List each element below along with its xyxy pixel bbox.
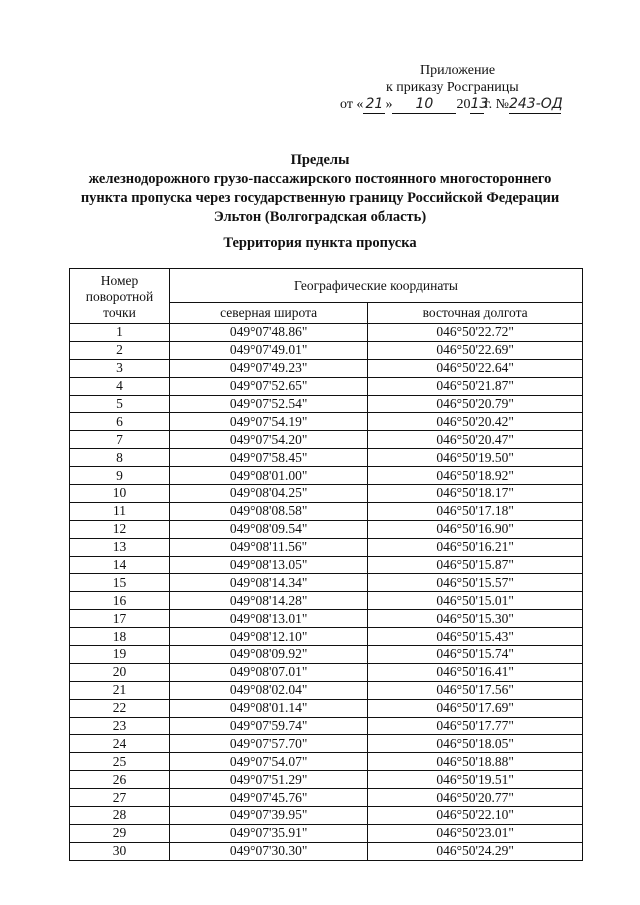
point-number-cell: 2 — [70, 341, 170, 359]
table-row — [70, 449, 583, 467]
longitude-cell: 046°50'22.10" — [368, 807, 583, 825]
table-body — [70, 324, 583, 861]
table-row — [70, 431, 583, 449]
point-number-cell: 15 — [70, 574, 170, 592]
longitude-cell: 046°50'15.30" — [368, 610, 583, 628]
latitude-cell: 049°08'04.25" — [170, 485, 368, 503]
table-row — [70, 520, 583, 538]
latitude-cell: 049°07'35.91" — [170, 824, 368, 842]
longitude-cell: 046°50'18.88" — [368, 753, 583, 771]
point-number-cell: 20 — [70, 663, 170, 681]
table-row — [70, 359, 583, 377]
longitude-cell: 046°50'22.64" — [368, 359, 583, 377]
longitude-cell: 046°50'20.42" — [368, 413, 583, 431]
table-row — [70, 824, 583, 842]
latitude-cell: 049°07'48.86" — [170, 324, 368, 342]
table-row — [70, 556, 583, 574]
header-longitude: восточная долгота — [368, 303, 583, 324]
longitude-cell: 046°50'23.01" — [368, 824, 583, 842]
longitude-cell: 046°50'15.01" — [368, 592, 583, 610]
point-number-cell: 9 — [70, 467, 170, 485]
latitude-cell: 049°07'39.95" — [170, 807, 368, 825]
table-row — [70, 341, 583, 359]
table-row — [70, 574, 583, 592]
table-row — [70, 377, 583, 395]
point-number-cell: 22 — [70, 699, 170, 717]
latitude-cell: 049°07'58.45" — [170, 449, 368, 467]
table-row — [70, 771, 583, 789]
latitude-cell: 049°07'54.20" — [170, 431, 368, 449]
latitude-cell: 049°08'13.01" — [170, 610, 368, 628]
table-row — [70, 681, 583, 699]
date-prefix: от « — [340, 97, 364, 112]
point-number-cell: 1 — [70, 324, 170, 342]
heading-line-2: железнодорожного грузо-пассажирского постоянного многостороннего — [88, 171, 552, 187]
latitude-cell: 049°07'54.19" — [170, 413, 368, 431]
point-number-cell: 23 — [70, 717, 170, 735]
table-row — [70, 789, 583, 807]
latitude-cell: 049°07'57.70" — [170, 735, 368, 753]
latitude-cell: 049°07'52.54" — [170, 395, 368, 413]
point-number-cell: 7 — [70, 431, 170, 449]
section-subheading: Территория пункта пропуска — [223, 235, 417, 251]
table-row — [70, 807, 583, 825]
point-number-cell: 14 — [70, 556, 170, 574]
date-year-prefix: 20 — [456, 97, 471, 112]
longitude-cell: 046°50'17.56" — [368, 681, 583, 699]
point-number-cell: 12 — [70, 520, 170, 538]
longitude-cell: 046°50'16.21" — [368, 538, 583, 556]
point-number-cell: 17 — [70, 610, 170, 628]
point-number-cell: 27 — [70, 789, 170, 807]
point-number-cell: 4 — [70, 377, 170, 395]
point-number-cell: 19 — [70, 646, 170, 664]
heading-line-4: Эльтон (Волгоградская область) — [213, 209, 427, 225]
table-row — [70, 395, 583, 413]
date-day: 21 — [363, 96, 385, 114]
latitude-cell: 049°08'11.56" — [170, 538, 368, 556]
table-row — [70, 699, 583, 717]
latitude-cell: 049°08'09.54" — [170, 520, 368, 538]
latitude-cell: 049°07'51.29" — [170, 771, 368, 789]
table-row — [70, 592, 583, 610]
table-row — [70, 646, 583, 664]
latitude-cell: 049°08'12.10" — [170, 628, 368, 646]
latitude-cell: 049°08'14.34" — [170, 574, 368, 592]
date-month: 10 — [392, 96, 456, 114]
latitude-cell: 049°08'09.92" — [170, 646, 368, 664]
heading-line-3: пункта пропуска через государственную границу Российской Федерации — [80, 190, 560, 206]
point-number-cell: 11 — [70, 502, 170, 520]
longitude-cell: 046°50'17.77" — [368, 717, 583, 735]
longitude-cell: 046°50'15.43" — [368, 628, 583, 646]
point-number-cell: 13 — [70, 538, 170, 556]
appendix-title: Приложение — [420, 63, 496, 78]
table-row — [70, 663, 583, 681]
latitude-cell: 049°07'54.07" — [170, 753, 368, 771]
date-year-label: г. № — [484, 97, 509, 112]
latitude-cell: 049°07'59.74" — [170, 717, 368, 735]
longitude-cell: 046°50'24.29" — [368, 842, 583, 860]
header-point-number: Номер поворотной точки — [70, 269, 170, 324]
longitude-cell: 046°50'20.47" — [368, 431, 583, 449]
table-row — [70, 413, 583, 431]
date-quote-close: » — [385, 97, 393, 112]
table-row — [70, 610, 583, 628]
document-heading — [40, 151, 600, 227]
longitude-cell: 046°50'22.72" — [368, 324, 583, 342]
latitude-cell: 049°08'01.14" — [170, 699, 368, 717]
latitude-cell: 049°08'02.04" — [170, 681, 368, 699]
table-row — [70, 502, 583, 520]
latitude-cell: 049°07'49.01" — [170, 341, 368, 359]
longitude-cell: 046°50'18.05" — [368, 735, 583, 753]
table-row — [70, 753, 583, 771]
point-number-cell: 8 — [70, 449, 170, 467]
latitude-cell: 049°07'30.30" — [170, 842, 368, 860]
date-year-suffix: 13 — [470, 96, 489, 112]
point-number-cell: 3 — [70, 359, 170, 377]
longitude-cell: 046°50'19.51" — [368, 771, 583, 789]
table-row — [70, 717, 583, 735]
point-number-cell: 24 — [70, 735, 170, 753]
point-number-cell: 28 — [70, 807, 170, 825]
longitude-cell: 046°50'15.87" — [368, 556, 583, 574]
longitude-cell: 046°50'16.90" — [368, 520, 583, 538]
order-number: 243-ОД — [508, 96, 563, 112]
longitude-cell: 046°50'18.17" — [368, 485, 583, 503]
latitude-cell: 049°07'49.23" — [170, 359, 368, 377]
latitude-cell: 049°07'45.76" — [170, 789, 368, 807]
point-number-cell: 30 — [70, 842, 170, 860]
latitude-cell: 049°08'13.05" — [170, 556, 368, 574]
longitude-cell: 046°50'18.92" — [368, 467, 583, 485]
latitude-cell: 049°08'01.00" — [170, 467, 368, 485]
table-row — [70, 735, 583, 753]
longitude-cell: 046°50'21.87" — [368, 377, 583, 395]
table-row — [70, 467, 583, 485]
heading-line-1: Пределы — [290, 152, 350, 168]
appendix-order-ref: к приказу Росграницы — [386, 80, 519, 95]
table-row — [70, 538, 583, 556]
point-number-cell: 18 — [70, 628, 170, 646]
point-number-cell: 6 — [70, 413, 170, 431]
table-row — [70, 842, 583, 860]
appendix-date-line — [340, 96, 590, 114]
header-latitude: северная широта — [170, 303, 368, 324]
longitude-cell: 046°50'20.77" — [368, 789, 583, 807]
point-number-cell: 25 — [70, 753, 170, 771]
longitude-cell: 046°50'16.41" — [368, 663, 583, 681]
coordinates-table — [69, 268, 583, 861]
longitude-cell: 046°50'17.18" — [368, 502, 583, 520]
latitude-cell: 049°07'52.65" — [170, 377, 368, 395]
longitude-cell: 046°50'15.57" — [368, 574, 583, 592]
longitude-cell: 046°50'20.79" — [368, 395, 583, 413]
table-row — [70, 628, 583, 646]
appendix-block — [340, 62, 590, 114]
table-row — [70, 324, 583, 342]
longitude-cell: 046°50'17.69" — [368, 699, 583, 717]
point-number-cell: 29 — [70, 824, 170, 842]
longitude-cell: 046°50'22.69" — [368, 341, 583, 359]
longitude-cell: 046°50'19.50" — [368, 449, 583, 467]
latitude-cell: 049°08'07.01" — [170, 663, 368, 681]
latitude-cell: 049°08'14.28" — [170, 592, 368, 610]
latitude-cell: 049°08'08.58" — [170, 502, 368, 520]
header-geo-coordinates: Географические координаты — [170, 269, 583, 303]
point-number-cell: 16 — [70, 592, 170, 610]
point-number-cell: 5 — [70, 395, 170, 413]
point-number-cell: 26 — [70, 771, 170, 789]
longitude-cell: 046°50'15.74" — [368, 646, 583, 664]
table-row — [70, 485, 583, 503]
point-number-cell: 10 — [70, 485, 170, 503]
point-number-cell: 21 — [70, 681, 170, 699]
